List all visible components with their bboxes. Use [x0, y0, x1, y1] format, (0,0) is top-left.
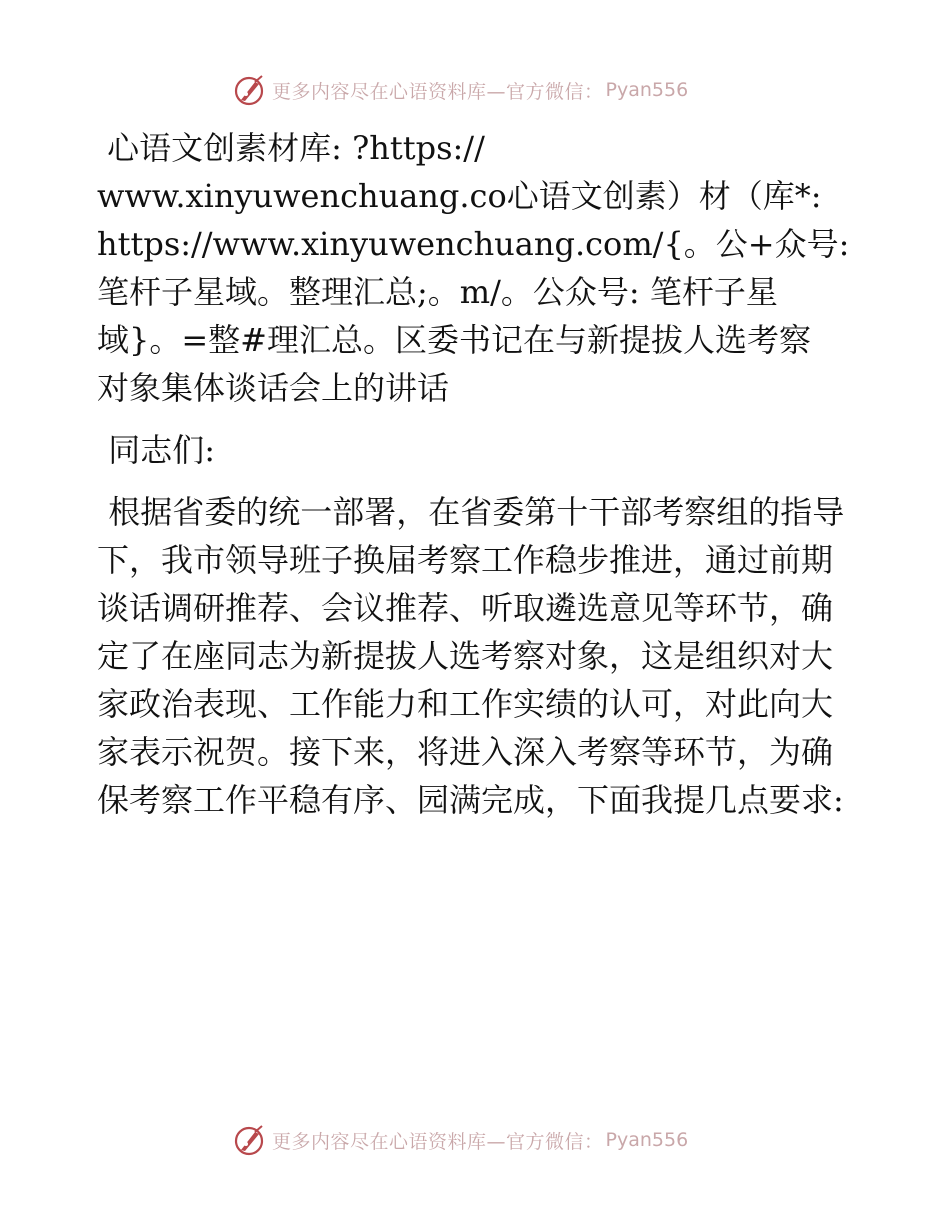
header-line: https://www.xinyuwenchuang.com/{。公+众号: [97, 225, 850, 263]
quill-pen-logo-icon [232, 1123, 266, 1157]
header-line: 心语文创素材库: ?https:// [97, 129, 485, 167]
header-line: 域}。=整#理汇总。区委书记在与新提拔人选考察 [97, 321, 811, 359]
top-watermark [232, 72, 688, 108]
document-body [97, 124, 857, 824]
header-line: 对象集体谈话会上的讲话 [97, 369, 450, 407]
watermark-contact: Pyan556 [605, 79, 689, 101]
watermark-text: 更多内容尽在心语资料库—官方微信： [272, 1130, 604, 1153]
header-line: 笔杆子星域。整理汇总;。m/。公众号: 笔杆子星 [97, 273, 778, 311]
document-header [97, 124, 857, 412]
salutation: 同志们: [108, 431, 215, 469]
watermark-contact: Pyan556 [605, 1129, 689, 1151]
body-paragraph: 根据省委的统一部署，在省委第十干部考察组的指导下，我市领导班子换届考察工作稳步推进，通过前期谈话调研推荐、会议推荐、听取遴选意见等环节，确定了在座同志为新提拔人选考察对象，这是组织对大家政治表现、工作能力和工作实绩的认可，对此向大家表示祝贺。接下来，将进入深入考察等环节，为确保考察工作平稳有序、园满完成，下面我提几点要求: [97, 493, 845, 819]
watermark-text: 更多内容尽在心语资料库—官方微信： [272, 80, 604, 103]
bottom-watermark [232, 1122, 688, 1158]
header-line: www.xinyuwenchuang.co心语文创素）材（库*: [97, 177, 822, 215]
quill-pen-logo-icon [232, 73, 266, 107]
